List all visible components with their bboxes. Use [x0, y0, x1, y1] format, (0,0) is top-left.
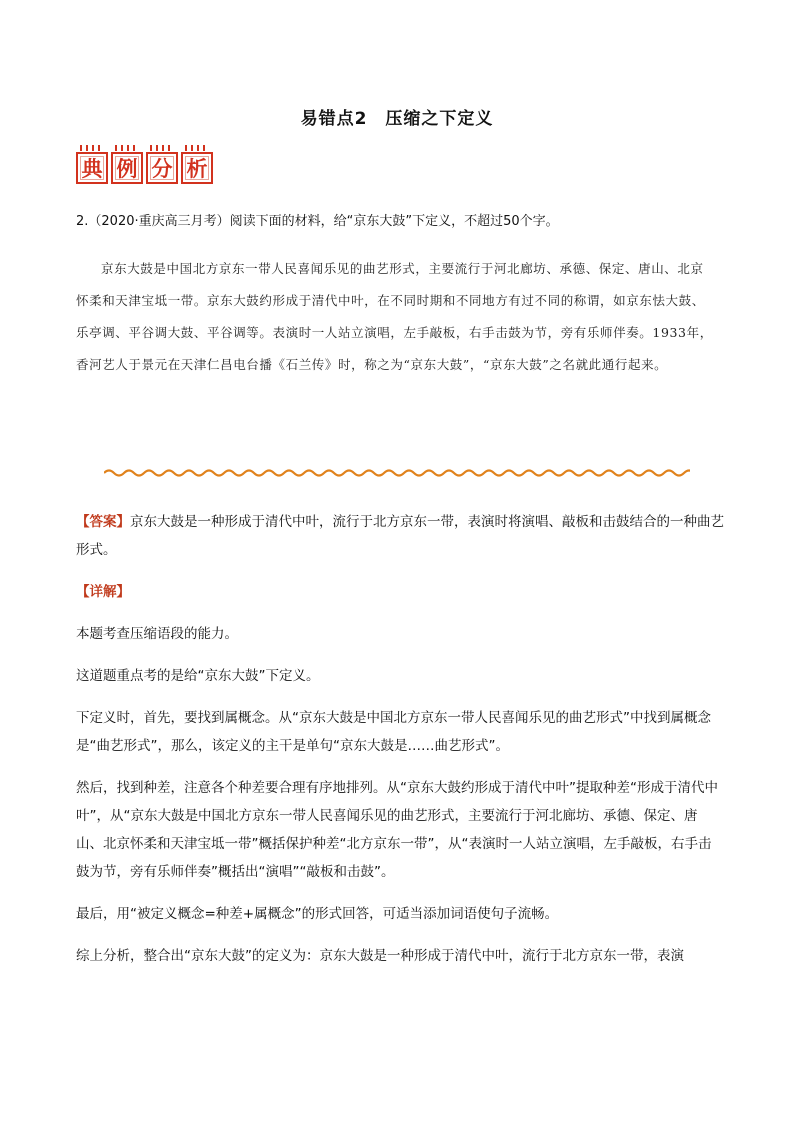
page-title: 易错点2 压缩之下定义	[300, 109, 494, 129]
wave-divider	[104, 466, 690, 480]
detail-paragraph-1: 本题考查压缩语段的能力。	[76, 626, 238, 642]
answer-tag: 【答案】	[76, 514, 130, 530]
detail-tag: 【详解】	[76, 584, 130, 600]
section-stamp-banner	[76, 152, 213, 184]
detail-paragraph-2: 这道题重点考的是给“京东大鼓”下定义。	[76, 668, 320, 684]
detail-heading	[76, 578, 724, 606]
answer-text: 京东大鼓是一种形成于清代中叶，流行于北方京东一带，表演时将演唱、敲板和击鼓结合的一种曲艺形式。	[76, 514, 724, 558]
answer-paragraph	[76, 508, 724, 564]
stamp-char-1: 典	[76, 152, 108, 184]
detail-paragraph-5: 最后，用“被定义概念=种差+属概念”的形式回答，可适当添加词语使句子流畅。	[76, 906, 559, 922]
detail-paragraph-4: 然后，找到种差，注意各个种差要合理有序地排列。从“京东大鼓约形成于清代中叶”提取种差“形成于清代中叶”，从“京东大鼓是中国北方京东一带人民喜闻乐见的曲艺形式，主要流行于河北廊坊、承德、保定、唐山、北京怀柔和天津宝坻一带”概括保护种差“北方京东一带”，从“表演时一人站立演唱，左手敲板，右手击鼓为节，旁有乐师伴奏”概括出“演唱”“敲板和击鼓”。	[76, 780, 718, 880]
stamp-char-4: 析	[181, 152, 213, 184]
stamp-char-3: 分	[146, 152, 178, 184]
detail-paragraph-3: 下定义时，首先，要找到属概念。从“京东大鼓是中国北方京东一带人民喜闻乐见的曲艺形式”中找到属概念是“曲艺形式”，那么，该定义的主干是单句“京东大鼓是……曲艺形式”。	[76, 710, 711, 754]
reading-material: 京东大鼓是中国北方京东一带人民喜闻乐见的曲艺形式，主要流行于河北廊坊、承德、保定、唐山、北京怀柔和天津宝坻一带。京东大鼓约形成于清代中叶，在不同时期和不同地方有过不同的称谓，如京东怯大鼓、乐亭调、平谷调大鼓、平谷调等。表演时一人站立演唱，左手敲板，右手击鼓为节，旁有乐师伴奏。1933年，香河艺人于景元在天津仁昌电台播《石兰传》时，称之为“京东大鼓”，“京东大鼓”之名就此通行起来。	[76, 261, 713, 372]
detail-paragraph-6: 综上分析，整合出“京东大鼓”的定义为：京东大鼓是一种形成于清代中叶，流行于北方京东一带，表演	[76, 948, 684, 964]
stamp-char-2: 例	[111, 152, 143, 184]
question-prompt: 2.（2020·重庆高三月考）阅读下面的材料，给“京东大鼓”下定义，不超过50个字。	[76, 214, 559, 229]
answer-section	[76, 508, 724, 984]
